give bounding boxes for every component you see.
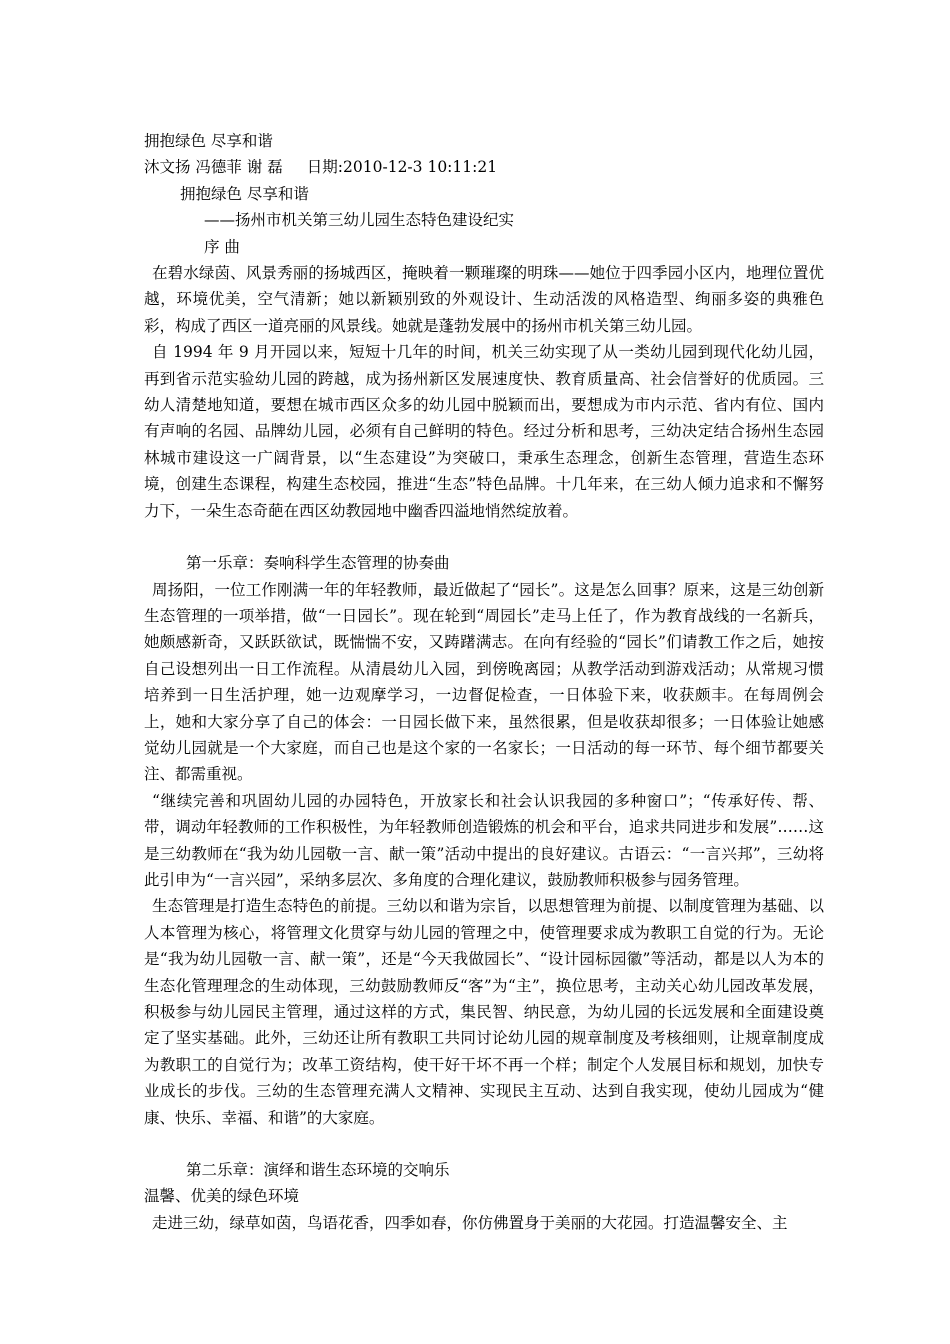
paragraph: 生态管理是打造生态特色的前提。三幼以和谐为宗旨，以思想管理为前提、以制度管理为基础、以人本管理为核心，将管理文化贯穿与幼儿园的管理之中，使管理要求成为教职工自觉的行为。无论是“我为幼儿园敬一言、献一策”，还是“今天我做园长”、“设计园标园徽”等活动，都是以人为本的生态化管理理念的生动体现，三幼鼓励教师反“客”为“主”，换位思考，主动关心幼儿园改革发展，积极参与幼儿园民主管理，通过这样的方式，集民智、纳民意，为幼儿园的长远发展和全面建设奠定了坚实基础。此外，三幼还让所有教职工共同讨论幼儿园的规章制度及考核细则，让规章制度成为教职工的自觉行为；改革工资结构，使干好干坏不再一个样；制定个人发展目标和规划，加快专业成长的步伐。三幼的生态管理充满人文精神、实现民主互动、达到自我实现，使幼儿园成为“健康、快乐、幸福、和谐”的大家庭。 [144, 897, 824, 1127]
chapter-heading: 第二乐章：演绎和谐生态环境的交响乐 [186, 1161, 450, 1180]
prelude-heading: 序 曲 [204, 237, 240, 256]
chapter-heading: 第一乐章：奏响科学生态管理的协奏曲 [186, 554, 450, 573]
paragraph: “继续完善和巩固幼儿园的办园特色，开放家长和社会认识我园的多种窗口”；“传承好传、帮、带，调动年轻教师的工作积极性，为年轻教师创造锻炼的机会和平台，追求共同进步和发展”……这是三幼教师在“我为幼儿园敬一言、献一策”活动中提出的良好建议。古语云：“一言兴邦”，三幼将此引申为“一言兴园”，采纳多层次、多角度的合理化建议，鼓励教师积极参与园务管理。 [144, 791, 824, 889]
document-page [144, 128, 824, 1236]
section-spacer [144, 524, 824, 550]
doc-title: 拥抱绿色 尽享和谐 [144, 132, 273, 150]
section-spacer [144, 1131, 824, 1157]
section-subheading: 温馨、优美的绿色环境 [144, 1187, 300, 1206]
authors: 沐文扬 冯德菲 谢 磊 [144, 158, 283, 177]
byline [144, 154, 824, 180]
article-subtitle: ——扬州市机关第三幼儿园生态特色建设纪实 [204, 211, 515, 230]
article-title: 拥抱绿色 尽享和谐 [180, 184, 309, 203]
paragraph: 周扬阳，一位工作刚满一年的年轻教师，最近做起了“园长”。这是怎么回事？原来，这是三幼创新生态管理的一项举措，做“一日园长”。现在轮到“周园长”走马上任了，作为教育战线的一名新兵，她颇感新奇，又跃跃欲试，既惴惴不安，又踌躇满志。在向有经验的“园长”们请教工作之后，她按自己设想列出一日工作流程。从清晨幼儿入园，到傍晚离园；从教学活动到游戏活动；从常规习惯培养到一日生活护理，她一边观摩学习，一边督促检查，一日体验下来，收获颇丰。在每周例会上，她和大家分享了自己的体会：一日园长做下来，虽然很累，但是收获却很多；一日体验让她感觉幼儿园就是一个大家庭，而自己也是这个家的一名家长；一日活动的每一环节、每个细节都要关注、都需重视。 [144, 580, 824, 784]
paragraph: 在碧水绿茵、风景秀丽的扬城西区，掩映着一颗璀璨的明珠——她位于四季园小区内，地理位置优越，环境优美，空气清新；她以新颖别致的外观设计、生动活泼的风格造型、绚丽多姿的典雅色彩，构成了西区一道亮丽的风景线。她就是蓬勃发展中的扬州市机关第三幼儿园。 [144, 264, 824, 335]
publish-date: 日期:2010-12-3 10:11:21 [306, 158, 498, 177]
paragraph: 自 1994 年 9 月开园以来，短短十几年的时间，机关三幼实现了从一类幼儿园到现代化幼儿园，再到省示范实验幼儿园的跨越，成为扬州新区发展速度快、教育质量高、社会信誉好的优质园。三幼人清楚地知道，要想在城市西区众多的幼儿园中脱颖而出，要想成为市内示范、省内有位、国内有声响的名园、品牌幼儿园，必须有自己鲜明的特色。经过分析和思考，三幼决定结合扬州生态园林城市建设这一广阔背景，以“生态建设”为突破口，秉承生态理念，创新生态管理，营造生态环境，创建生态课程，构建生态校园，推进“生态”特色品牌。十几年来，在三幼人倾力追求和不懈努力下，一朵生态奇葩在西区幼教园地中幽香四溢地悄然绽放着。 [144, 343, 824, 520]
paragraph: 走进三幼，绿草如茵，鸟语花香，四季如春，你仿佛置身于美丽的大花园。打造温馨安全、主 [152, 1213, 788, 1232]
